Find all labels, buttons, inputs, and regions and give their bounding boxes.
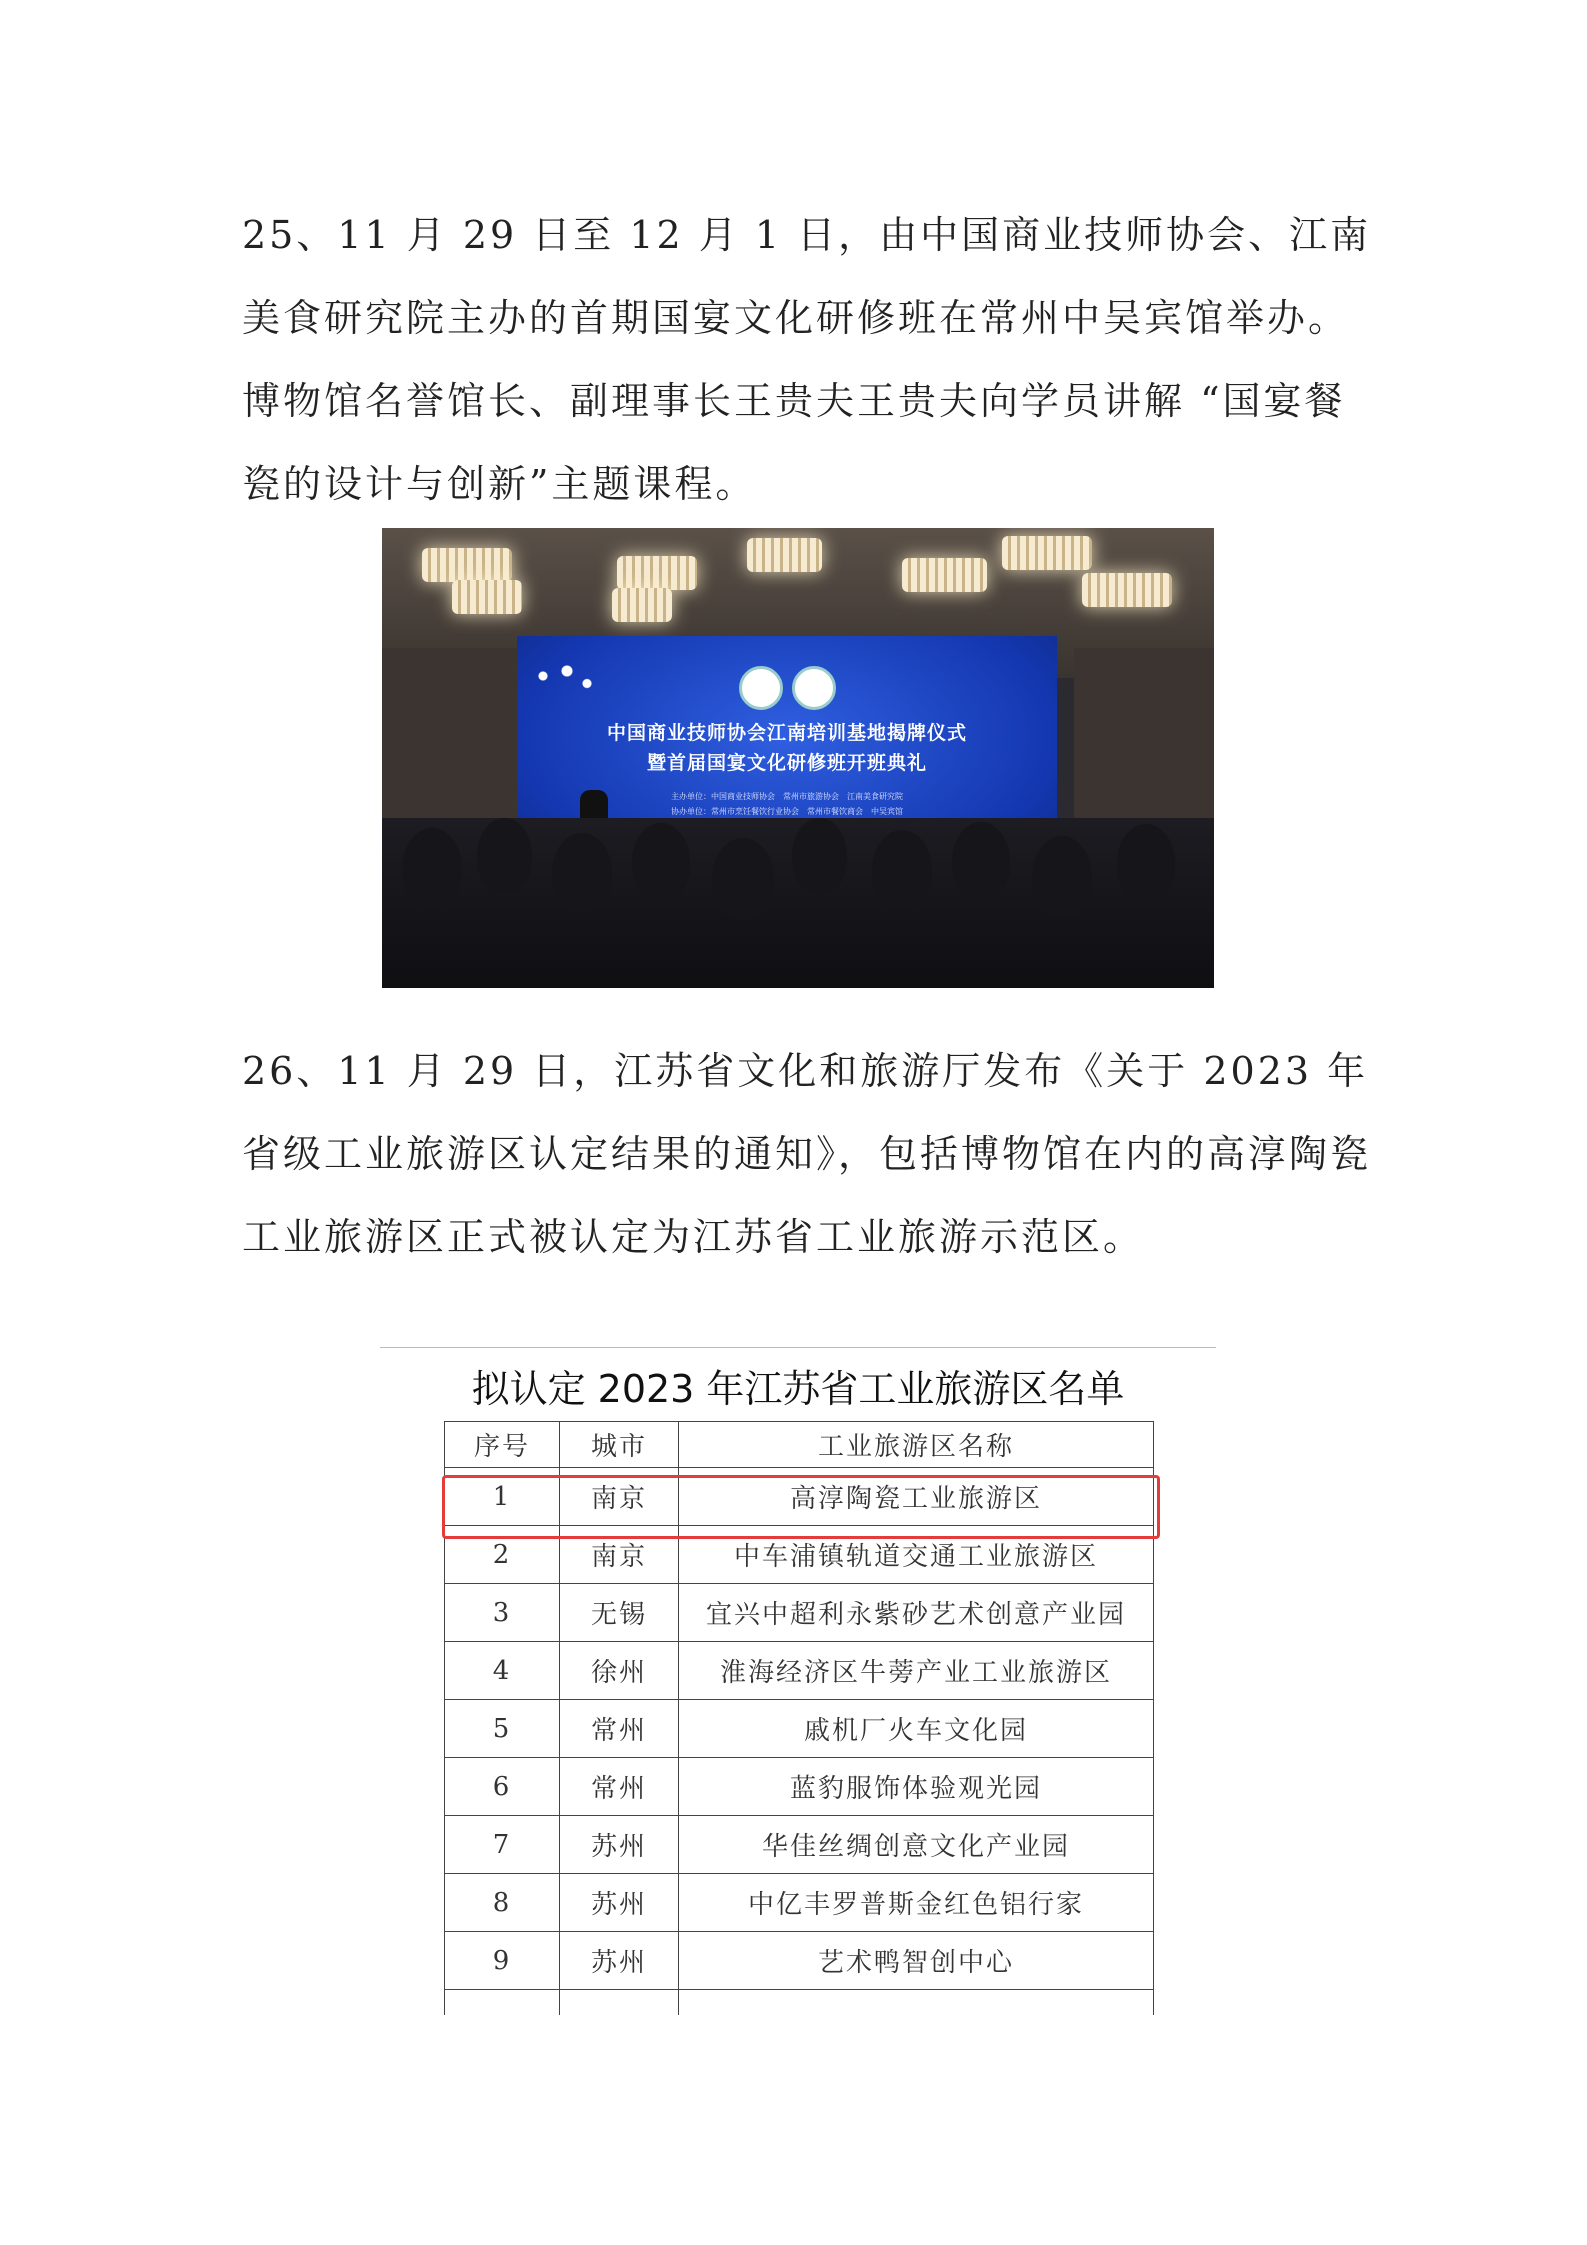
chandelier xyxy=(747,538,822,572)
audience-head xyxy=(402,828,462,908)
table-row-partial xyxy=(445,1990,1154,2016)
audience-head xyxy=(1117,824,1175,902)
cell-city: 常州 xyxy=(560,1700,679,1758)
audience xyxy=(382,818,1214,988)
audience-head xyxy=(632,823,690,901)
screen-line-1: 主办单位：中国商业技师协会 常州市旅游协会 江南美食研究院 xyxy=(671,792,903,801)
table-row xyxy=(445,1700,1154,1758)
cell-city: 南京 xyxy=(560,1526,679,1584)
chandelier xyxy=(617,556,697,590)
table-title: 拟认定 2023 年江苏省工业旅游区名单 xyxy=(471,1367,1125,1411)
audience-head xyxy=(952,822,1010,900)
screen-title-2: 暨首届国宴文化研修班开班典礼 xyxy=(646,752,927,774)
chandelier xyxy=(612,588,672,622)
highlight-box xyxy=(442,1475,1160,1539)
audience-head xyxy=(477,818,532,893)
cell-index: 1 xyxy=(445,1468,560,1526)
cell-index: 6 xyxy=(445,1758,560,1816)
cell-index: 5 xyxy=(445,1700,560,1758)
cell-name: 中亿丰罗普斯金红色铝行家 xyxy=(679,1874,1154,1932)
paragraph-25: 25、11 月 29 日至 12 月 1 日，由中国商业技师协会、江南美食研究院主办的首期国宴文化研修班在常州中吴宾馆举办。博物馆名誉馆长、副理事长王贵夫王贵夫向学员讲解 “国宴餐瓷的设计与创新”主题课程。 xyxy=(242,213,1372,506)
institute-logo xyxy=(792,666,836,710)
cell-city: 常州 xyxy=(560,1758,679,1816)
table-header-row xyxy=(445,1422,1154,1468)
cell-city: 苏州 xyxy=(560,1874,679,1932)
chandelier xyxy=(1082,573,1172,607)
cell-name: 宜兴中超利永紫砂艺术创意产业园 xyxy=(679,1584,1154,1642)
screen-line-2: 协办单位：常州市烹饪餐饮行业协会 常州市餐饮商会 中吴宾馆 xyxy=(671,807,903,816)
cell-name: 艺术鸭智创中心 xyxy=(679,1932,1154,1990)
event-photo xyxy=(382,528,1214,988)
cell-city: 苏州 xyxy=(560,1932,679,1990)
header-city: 城市 xyxy=(560,1422,679,1468)
cell-city: 苏州 xyxy=(560,1816,679,1874)
table-row xyxy=(445,1816,1154,1874)
cell-empty xyxy=(679,1990,1154,2016)
table-row xyxy=(445,1758,1154,1816)
cell-name: 淮海经济区牛蒡产业工业旅游区 xyxy=(679,1642,1154,1700)
chandelier xyxy=(422,548,512,582)
table-row xyxy=(445,1584,1154,1642)
association-logo xyxy=(739,666,783,710)
header-name: 工业旅游区名称 xyxy=(679,1422,1154,1468)
cell-name: 戚机厂火车文化园 xyxy=(679,1700,1154,1758)
cell-index: 2 xyxy=(445,1526,560,1584)
cell-name: 蓝豹服饰体验观光园 xyxy=(679,1758,1154,1816)
cell-name: 华佳丝绸创意文化产业园 xyxy=(679,1816,1154,1874)
header-index: 序号 xyxy=(445,1422,560,1468)
table-row xyxy=(445,1932,1154,1990)
table-top-divider xyxy=(380,1347,1216,1348)
cell-name: 高淳陶瓷工业旅游区 xyxy=(679,1468,1154,1526)
audience-head xyxy=(1032,836,1092,918)
cell-city: 徐州 xyxy=(560,1642,679,1700)
chandelier xyxy=(1002,536,1092,570)
chandelier xyxy=(452,580,522,614)
paragraph-26: 26、11 月 29 日，江苏省文化和旅游厅发布《关于 2023 年省级工业旅游区认定结果的通知》，包括博物馆在内的高淳陶瓷工业旅游区正式被认定为江苏省工业旅游示范区。 xyxy=(242,1049,1372,1259)
cell-empty xyxy=(560,1990,679,2016)
cell-index: 4 xyxy=(445,1642,560,1700)
cell-index: 7 xyxy=(445,1816,560,1874)
flower-decoration xyxy=(527,656,607,706)
table-row xyxy=(445,1874,1154,1932)
cell-index: 8 xyxy=(445,1874,560,1932)
cell-index: 3 xyxy=(445,1584,560,1642)
cell-empty xyxy=(445,1990,560,2016)
tourism-list-image xyxy=(380,1347,1216,2015)
audience-head xyxy=(552,833,612,913)
screen-title-1: 中国商业技师协会江南培训基地揭牌仪式 xyxy=(606,722,967,744)
cell-name: 中车浦镇轨道交通工业旅游区 xyxy=(679,1526,1154,1584)
cell-index: 9 xyxy=(445,1932,560,1990)
table-row xyxy=(445,1642,1154,1700)
chandelier xyxy=(902,558,987,592)
cell-city: 无锡 xyxy=(560,1584,679,1642)
audience-head xyxy=(792,818,847,894)
audience-head xyxy=(872,830,932,910)
audience-head xyxy=(712,838,774,920)
cell-city: 南京 xyxy=(560,1468,679,1526)
